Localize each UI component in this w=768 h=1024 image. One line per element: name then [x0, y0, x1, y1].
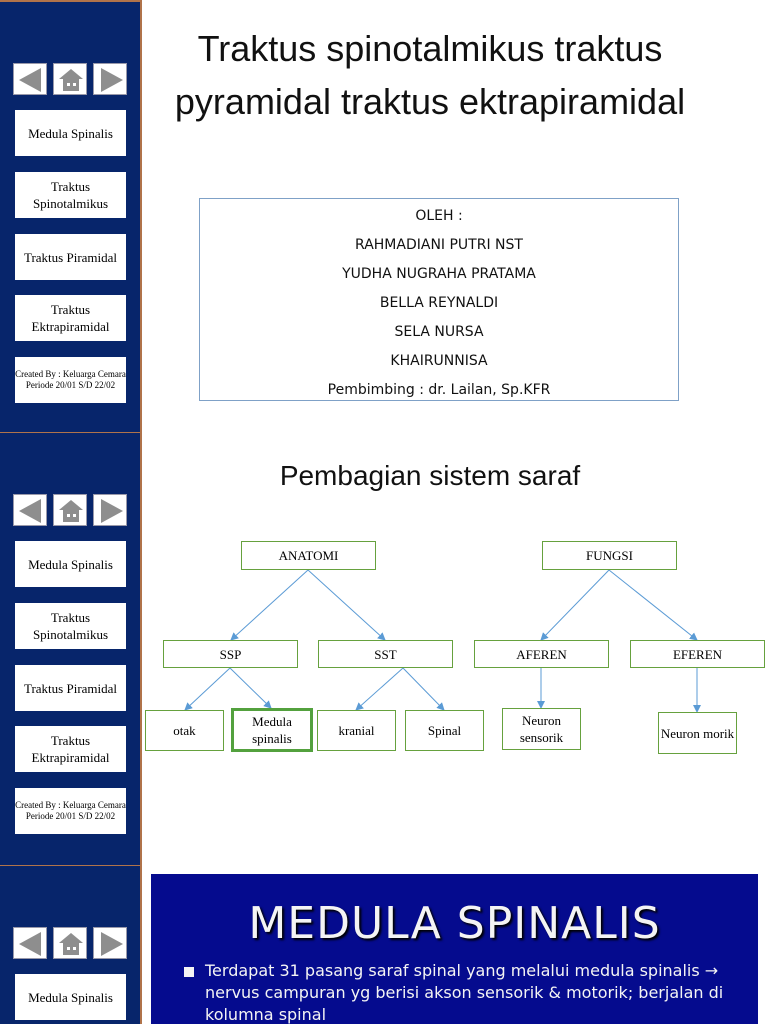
node-ssp: SSP — [163, 640, 298, 668]
node-neuron-morik: Neuron morik — [658, 712, 737, 754]
arrow-sst-spinal — [403, 668, 444, 710]
authors-heading: OLEH : — [415, 208, 463, 224]
bullet-square-icon — [184, 967, 194, 977]
slide1-title: Traktus spinotalmikus traktus pyramidal traktus ektrapiramidal — [174, 28, 686, 122]
supervisor-line: Pembimbing : dr. Lailan, Sp.KFR — [327, 382, 551, 398]
node-otak: otak — [145, 710, 224, 751]
sidebar-button-medula-spinalis[interactable]: Medula Spinalis — [15, 110, 126, 156]
sidebar-button-piramidal[interactable]: Traktus Piramidal — [15, 665, 126, 711]
node-medula-spinalis: Medula spinalis — [231, 708, 313, 752]
credits-box: Created By : Keluarga Cemara Periode 20/01 S/D 22/02 — [15, 357, 126, 403]
arrow-anatomi-sst — [308, 570, 385, 640]
node-anatomi: ANATOMI — [241, 541, 376, 570]
node-eferen: EFEREN — [630, 640, 765, 668]
slide3-bullet-text: Terdapat 31 pasang saraf spinal yang melalui medula spinalis → nervus campuran yg berisi akson sensorik & motorik; berjalan di kolumna spinal — [205, 961, 724, 1024]
author-name: KHAIRUNNISA — [390, 353, 488, 369]
arrow-ssp-otak — [185, 668, 230, 710]
arrow-fungsi-eferen — [609, 570, 697, 640]
author-name: RAHMADIANI PUTRI NST — [355, 237, 523, 253]
author-name: BELLA REYNALDI — [379, 295, 499, 311]
arrow-ssp-medula — [230, 668, 271, 708]
node-spinal: Spinal — [405, 710, 484, 751]
author-name: YUDHA NUGRAHA PRATAMA — [342, 266, 536, 282]
sidebar-button-ektrapiramidal[interactable]: Traktus Ektrapiramidal — [15, 295, 126, 341]
node-kranial: kranial — [317, 710, 396, 751]
slide3 — [151, 874, 758, 1024]
sidebar-button-spinotalmikus[interactable]: Traktus Spinotalmikus — [15, 172, 126, 218]
arrow-sst-kranial — [356, 668, 403, 710]
arrow-fungsi-aferen — [541, 570, 609, 640]
slide3-title: MEDULA SPINALIS — [248, 898, 661, 949]
slide2-title: Pembagian sistem saraf — [279, 460, 581, 491]
sidebar-button-ektrapiramidal[interactable]: Traktus Ektrapiramidal — [15, 726, 126, 772]
node-sst: SST — [318, 640, 453, 668]
sidebar-button-piramidal[interactable]: Traktus Piramidal — [15, 234, 126, 280]
sidebar-button-spinotalmikus[interactable]: Traktus Spinotalmikus — [15, 603, 126, 649]
sidebar-button-medula-spinalis[interactable]: Medula Spinalis — [15, 974, 126, 1020]
node-fungsi: FUNGSI — [542, 541, 677, 570]
sidebar-button-medula-spinalis[interactable]: Medula Spinalis — [15, 541, 126, 587]
author-name: SELA NURSA — [394, 324, 484, 340]
node-aferen: AFEREN — [474, 640, 609, 668]
node-neuron-sensorik: Neuron sensorik — [502, 708, 581, 750]
arrow-anatomi-ssp — [231, 570, 308, 640]
credits-box: Created By : Keluarga Cemara Periode 20/01 S/D 22/02 — [15, 788, 126, 834]
